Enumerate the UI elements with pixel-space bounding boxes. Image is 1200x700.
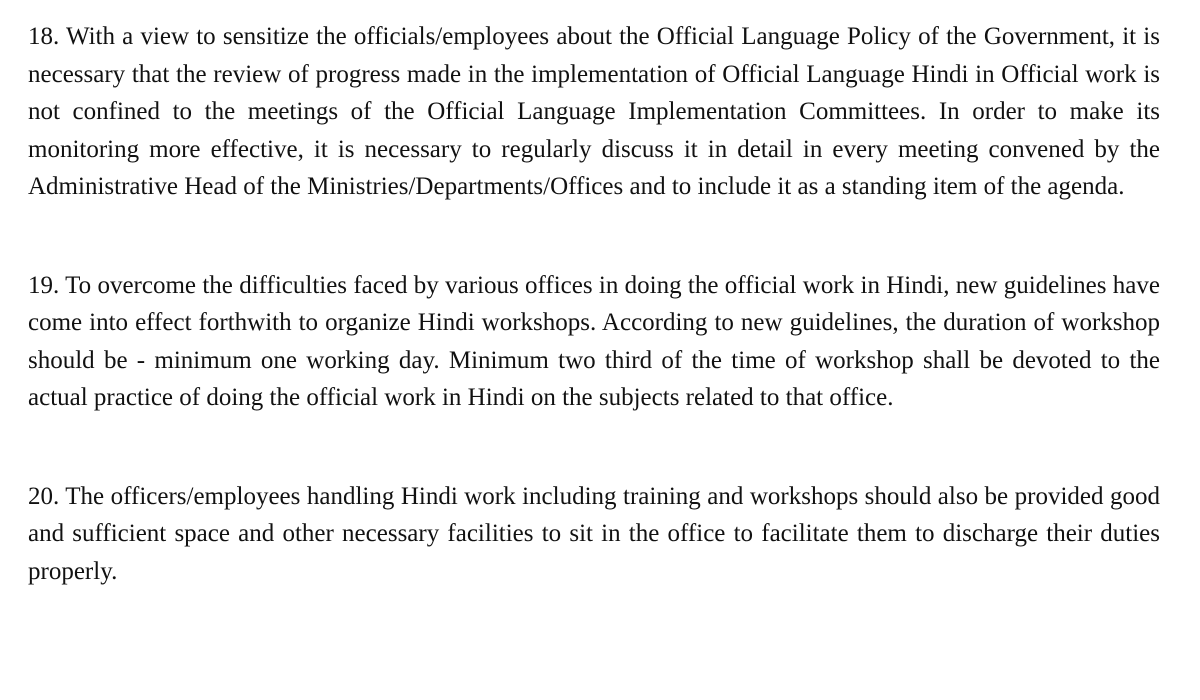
paragraph-20 (28, 478, 1160, 591)
paragraph-number: 18. (28, 23, 60, 50)
paragraph-text: With a view to sensitize the officials/employees about the Official Language Policy of the Government, it is necessary that the review of progress made in the implementation of Official Language Hindi in Official work is not confined to the meetings of the Official Language Implementation Committees. In order to make its monitoring more effective, it is necessary to regularly discuss it in detail in every meeting convened by the Administrative Head of the Ministries/Departments/Offices and to include it as a standing item of the agenda. (28, 23, 1160, 200)
document-page (28, 18, 1160, 590)
paragraph-19 (28, 267, 1160, 417)
paragraph-text: To overcome the difficulties faced by various offices in doing the official work in Hindi, new guidelines have come into effect forthwith to organize Hindi workshops. According to new guidelines, the duration of workshop should be - minimum one working day. Minimum two third of the time of workshop shall be devoted to the actual practice of doing the official work in Hindi on the subjects related to that office. (28, 271, 1160, 411)
paragraph-number: 19. (28, 271, 60, 299)
paragraph-18 (28, 18, 1160, 206)
paragraph-text: The officers/employees handling Hindi work including training and workshops should also be provided good and sufficient space and other necessary facilities to sit in the office to facilitate them to discharge their duties properly. (28, 482, 1160, 585)
paragraph-number: 20. (28, 482, 60, 510)
